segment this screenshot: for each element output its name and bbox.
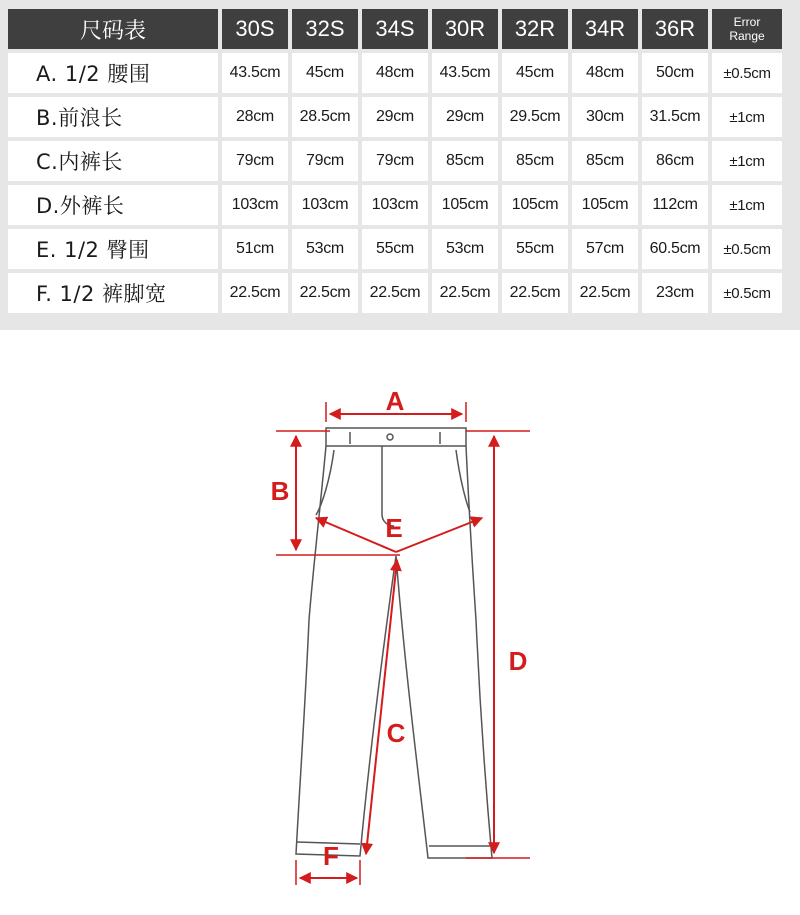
tolerance-cell: ±1cm — [712, 97, 782, 137]
label-d: D — [508, 646, 528, 676]
table-cell: 85cm — [432, 141, 498, 181]
size-header-34r: 34R — [572, 9, 638, 49]
table-row — [8, 185, 782, 225]
table-cell: 85cm — [502, 141, 568, 181]
error-range-header — [712, 9, 782, 49]
table-row — [8, 53, 782, 93]
table-cell: 55cm — [362, 229, 428, 269]
table-cell: 105cm — [432, 185, 498, 225]
table-cell: 28.5cm — [292, 97, 358, 137]
row-label: A. 1/2 腰围 — [8, 53, 218, 93]
measurement-lines — [276, 402, 530, 885]
table-cell: 103cm — [222, 185, 288, 225]
table-row — [8, 141, 782, 181]
pants-measurement-diagram — [0, 330, 800, 915]
table-cell: 86cm — [642, 141, 708, 181]
table-cell: 22.5cm — [502, 273, 568, 313]
table-row — [8, 97, 782, 137]
tolerance-cell: ±0.5cm — [712, 229, 782, 269]
row-label: D.外裤长 — [8, 185, 218, 225]
size-header-32r: 32R — [502, 9, 568, 49]
table-cell: 85cm — [572, 141, 638, 181]
error-header-line2: Range — [729, 29, 765, 43]
size-header-34s: 34S — [362, 9, 428, 49]
table-cell: 112cm — [642, 185, 708, 225]
size-header-30s: 30S — [222, 9, 288, 49]
table-cell: 29cm — [362, 97, 428, 137]
table-cell: 22.5cm — [222, 273, 288, 313]
table-row — [8, 229, 782, 269]
table-cell: 29cm — [432, 97, 498, 137]
table-cell: 79cm — [362, 141, 428, 181]
label-b: B — [270, 476, 290, 506]
pants-outline — [296, 428, 492, 858]
size-chart-table — [4, 5, 786, 317]
tolerance-cell: ±1cm — [712, 185, 782, 225]
row-label: B.前浪长 — [8, 97, 218, 137]
table-cell: 53cm — [432, 229, 498, 269]
table-cell: 103cm — [292, 185, 358, 225]
tolerance-cell: ±0.5cm — [712, 273, 782, 313]
table-cell: 31.5cm — [642, 97, 708, 137]
table-cell: 45cm — [292, 53, 358, 93]
table-cell: 79cm — [292, 141, 358, 181]
row-label: E. 1/2 臀围 — [8, 229, 218, 269]
table-cell: 43.5cm — [432, 53, 498, 93]
table-cell: 45cm — [502, 53, 568, 93]
table-cell: 48cm — [362, 53, 428, 93]
table-cell: 105cm — [502, 185, 568, 225]
table-row — [8, 273, 782, 313]
size-header-36r: 36R — [642, 9, 708, 49]
table-cell: 105cm — [572, 185, 638, 225]
table-cell: 22.5cm — [362, 273, 428, 313]
tolerance-cell: ±1cm — [712, 141, 782, 181]
table-cell: 22.5cm — [572, 273, 638, 313]
row-label: C.内裤长 — [8, 141, 218, 181]
table-cell: 55cm — [502, 229, 568, 269]
label-a: A — [385, 386, 405, 416]
error-header-line1: Error — [733, 15, 761, 29]
table-cell: 22.5cm — [432, 273, 498, 313]
size-header-30r: 30R — [432, 9, 498, 49]
table-title: 尺码表 — [8, 9, 218, 49]
row-label: F. 1/2 裤脚宽 — [8, 273, 218, 313]
table-cell: 79cm — [222, 141, 288, 181]
table-cell: 43.5cm — [222, 53, 288, 93]
table-cell: 30cm — [572, 97, 638, 137]
table-cell: 48cm — [572, 53, 638, 93]
table-cell: 50cm — [642, 53, 708, 93]
table-cell: 60.5cm — [642, 229, 708, 269]
label-e: E — [385, 513, 403, 543]
table-cell: 103cm — [362, 185, 428, 225]
table-cell: 53cm — [292, 229, 358, 269]
table-cell: 51cm — [222, 229, 288, 269]
tolerance-cell: ±0.5cm — [712, 53, 782, 93]
header-row — [8, 9, 782, 49]
label-c: C — [386, 718, 406, 748]
table-cell: 57cm — [572, 229, 638, 269]
label-f: F — [323, 841, 339, 871]
table-cell: 23cm — [642, 273, 708, 313]
table-cell: 29.5cm — [502, 97, 568, 137]
table-cell: 28cm — [222, 97, 288, 137]
size-header-32s: 32S — [292, 9, 358, 49]
table-cell: 22.5cm — [292, 273, 358, 313]
